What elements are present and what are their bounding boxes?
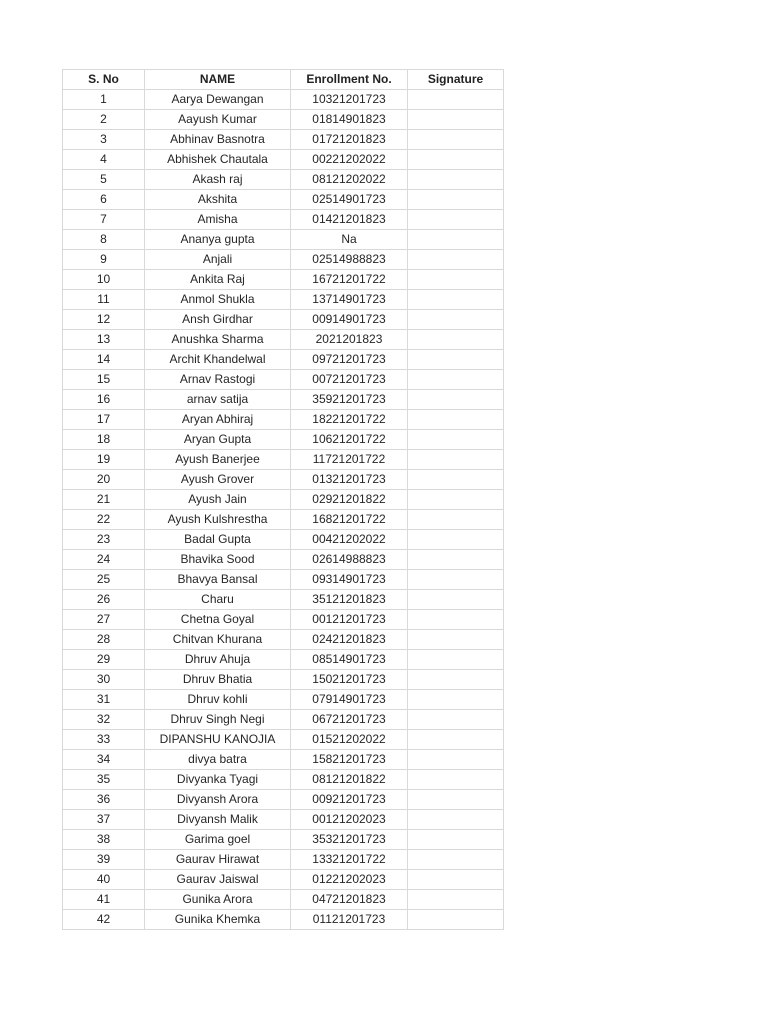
- cell-name: Aryan Gupta: [145, 430, 291, 450]
- cell-serial-number: 13: [63, 330, 145, 350]
- cell-signature: [408, 690, 504, 710]
- cell-enrollment-number: 2021201823: [291, 330, 408, 350]
- cell-name: Akash raj: [145, 170, 291, 190]
- table-row: [63, 410, 504, 430]
- cell-serial-number: 28: [63, 630, 145, 650]
- table-row: [63, 190, 504, 210]
- cell-serial-number: 23: [63, 530, 145, 550]
- cell-signature: [408, 370, 504, 390]
- cell-serial-number: 29: [63, 650, 145, 670]
- cell-name: Ayush Jain: [145, 490, 291, 510]
- cell-enrollment-number: 00921201723: [291, 790, 408, 810]
- cell-name: Gaurav Hirawat: [145, 850, 291, 870]
- cell-signature: [408, 870, 504, 890]
- cell-signature: [408, 630, 504, 650]
- cell-name: Gunika Khemka: [145, 910, 291, 930]
- cell-signature: [408, 450, 504, 470]
- cell-enrollment-number: 01721201823: [291, 130, 408, 150]
- cell-enrollment-number: 16821201722: [291, 510, 408, 530]
- cell-signature: [408, 730, 504, 750]
- cell-signature: [408, 650, 504, 670]
- cell-name: Dhruv Bhatia: [145, 670, 291, 690]
- cell-name: Charu: [145, 590, 291, 610]
- cell-enrollment-number: 04721201823: [291, 890, 408, 910]
- cell-serial-number: 35: [63, 770, 145, 790]
- table-row: [63, 330, 504, 350]
- cell-enrollment-number: 09314901723: [291, 570, 408, 590]
- table-row: [63, 690, 504, 710]
- table-row: [63, 750, 504, 770]
- table-row: [63, 350, 504, 370]
- table-row: [63, 370, 504, 390]
- cell-signature: [408, 830, 504, 850]
- cell-name: Garima goel: [145, 830, 291, 850]
- table-header: [63, 70, 504, 90]
- header-name: NAME: [145, 70, 291, 90]
- header-enrollment-number: Enrollment No.: [291, 70, 408, 90]
- cell-signature: [408, 670, 504, 690]
- cell-name: Dhruv Singh Negi: [145, 710, 291, 730]
- cell-enrollment-number: 09721201723: [291, 350, 408, 370]
- cell-name: Aayush Kumar: [145, 110, 291, 130]
- table-row: [63, 510, 504, 530]
- cell-enrollment-number: 01421201823: [291, 210, 408, 230]
- cell-enrollment-number: 10321201723: [291, 90, 408, 110]
- cell-serial-number: 2: [63, 110, 145, 130]
- table-row: [63, 590, 504, 610]
- cell-enrollment-number: 02421201823: [291, 630, 408, 650]
- table-body: [63, 90, 504, 930]
- cell-enrollment-number: 00721201723: [291, 370, 408, 390]
- cell-name: Anushka Sharma: [145, 330, 291, 350]
- cell-enrollment-number: 00421202022: [291, 530, 408, 550]
- cell-signature: [408, 230, 504, 250]
- cell-signature: [408, 410, 504, 430]
- cell-serial-number: 11: [63, 290, 145, 310]
- cell-enrollment-number: 13321201722: [291, 850, 408, 870]
- cell-enrollment-number: 02921201822: [291, 490, 408, 510]
- table-row: [63, 390, 504, 410]
- cell-signature: [408, 150, 504, 170]
- cell-signature: [408, 770, 504, 790]
- cell-serial-number: 37: [63, 810, 145, 830]
- table-row: [63, 490, 504, 510]
- table-row: [63, 550, 504, 570]
- cell-signature: [408, 430, 504, 450]
- cell-enrollment-number: 06721201723: [291, 710, 408, 730]
- cell-enrollment-number: 02514901723: [291, 190, 408, 210]
- cell-serial-number: 24: [63, 550, 145, 570]
- cell-name: Chitvan Khurana: [145, 630, 291, 650]
- cell-enrollment-number: 00121201723: [291, 610, 408, 630]
- cell-signature: [408, 310, 504, 330]
- cell-name: Ananya gupta: [145, 230, 291, 250]
- table-row: [63, 790, 504, 810]
- cell-serial-number: 8: [63, 230, 145, 250]
- cell-signature: [408, 610, 504, 630]
- cell-signature: [408, 130, 504, 150]
- cell-signature: [408, 530, 504, 550]
- header-row: [63, 70, 504, 90]
- table-row: [63, 530, 504, 550]
- cell-name: Ansh Girdhar: [145, 310, 291, 330]
- cell-serial-number: 40: [63, 870, 145, 890]
- cell-signature: [408, 330, 504, 350]
- cell-serial-number: 14: [63, 350, 145, 370]
- table-row: [63, 610, 504, 630]
- cell-signature: [408, 210, 504, 230]
- cell-serial-number: 38: [63, 830, 145, 850]
- cell-serial-number: 1: [63, 90, 145, 110]
- cell-signature: [408, 390, 504, 410]
- cell-serial-number: 30: [63, 670, 145, 690]
- cell-signature: [408, 490, 504, 510]
- table-row: [63, 470, 504, 490]
- cell-name: Amisha: [145, 210, 291, 230]
- cell-enrollment-number: 01221202023: [291, 870, 408, 890]
- cell-enrollment-number: 01121201723: [291, 910, 408, 930]
- cell-enrollment-number: 01321201723: [291, 470, 408, 490]
- cell-signature: [408, 470, 504, 490]
- cell-signature: [408, 270, 504, 290]
- cell-enrollment-number: 00121202023: [291, 810, 408, 830]
- cell-signature: [408, 290, 504, 310]
- cell-name: Aarya Dewangan: [145, 90, 291, 110]
- cell-enrollment-number: 35121201823: [291, 590, 408, 610]
- cell-enrollment-number: 02514988823: [291, 250, 408, 270]
- table-row: [63, 810, 504, 830]
- cell-signature: [408, 570, 504, 590]
- cell-signature: [408, 190, 504, 210]
- table-row: [63, 870, 504, 890]
- cell-name: Akshita: [145, 190, 291, 210]
- cell-name: Ankita Raj: [145, 270, 291, 290]
- table-row: [63, 250, 504, 270]
- table-row: [63, 670, 504, 690]
- cell-serial-number: 42: [63, 910, 145, 930]
- cell-enrollment-number: 00914901723: [291, 310, 408, 330]
- table-row: [63, 710, 504, 730]
- cell-name: Gaurav Jaiswal: [145, 870, 291, 890]
- table-row: [63, 290, 504, 310]
- cell-serial-number: 33: [63, 730, 145, 750]
- table-row: [63, 450, 504, 470]
- cell-enrollment-number: 00221202022: [291, 150, 408, 170]
- cell-signature: [408, 590, 504, 610]
- table-row: [63, 830, 504, 850]
- cell-enrollment-number: 10621201722: [291, 430, 408, 450]
- cell-name: Dhruv Ahuja: [145, 650, 291, 670]
- cell-name: arnav satija: [145, 390, 291, 410]
- table-row: [63, 910, 504, 930]
- cell-enrollment-number: Na: [291, 230, 408, 250]
- cell-name: Ayush Grover: [145, 470, 291, 490]
- cell-name: Bhavya Bansal: [145, 570, 291, 590]
- cell-name: Aryan Abhiraj: [145, 410, 291, 430]
- cell-signature: [408, 890, 504, 910]
- cell-name: Anmol Shukla: [145, 290, 291, 310]
- cell-name: Chetna Goyal: [145, 610, 291, 630]
- cell-name: Bhavika Sood: [145, 550, 291, 570]
- cell-enrollment-number: 07914901723: [291, 690, 408, 710]
- cell-serial-number: 4: [63, 150, 145, 170]
- cell-enrollment-number: 16721201722: [291, 270, 408, 290]
- table-row: [63, 150, 504, 170]
- cell-serial-number: 16: [63, 390, 145, 410]
- cell-signature: [408, 110, 504, 130]
- cell-signature: [408, 510, 504, 530]
- cell-serial-number: 25: [63, 570, 145, 590]
- header-signature: Signature: [408, 70, 504, 90]
- cell-serial-number: 32: [63, 710, 145, 730]
- cell-serial-number: 5: [63, 170, 145, 190]
- cell-enrollment-number: 01521202022: [291, 730, 408, 750]
- cell-signature: [408, 750, 504, 770]
- cell-signature: [408, 250, 504, 270]
- cell-serial-number: 20: [63, 470, 145, 490]
- cell-name: Ayush Kulshrestha: [145, 510, 291, 530]
- cell-name: Ayush Banerjee: [145, 450, 291, 470]
- table-row: [63, 650, 504, 670]
- cell-name: Dhruv kohli: [145, 690, 291, 710]
- cell-name: Gunika Arora: [145, 890, 291, 910]
- cell-signature: [408, 710, 504, 730]
- table-row: [63, 850, 504, 870]
- cell-enrollment-number: 13714901723: [291, 290, 408, 310]
- cell-serial-number: 6: [63, 190, 145, 210]
- cell-signature: [408, 170, 504, 190]
- cell-serial-number: 10: [63, 270, 145, 290]
- table-row: [63, 310, 504, 330]
- cell-enrollment-number: 35321201723: [291, 830, 408, 850]
- cell-enrollment-number: 35921201723: [291, 390, 408, 410]
- table-row: [63, 110, 504, 130]
- cell-serial-number: 31: [63, 690, 145, 710]
- cell-enrollment-number: 08121201822: [291, 770, 408, 790]
- cell-serial-number: 15: [63, 370, 145, 390]
- cell-serial-number: 12: [63, 310, 145, 330]
- cell-serial-number: 18: [63, 430, 145, 450]
- table-row: [63, 890, 504, 910]
- header-serial-number: S. No: [63, 70, 145, 90]
- cell-enrollment-number: 15821201723: [291, 750, 408, 770]
- cell-name: Abhinav Basnotra: [145, 130, 291, 150]
- cell-serial-number: 9: [63, 250, 145, 270]
- cell-signature: [408, 90, 504, 110]
- cell-enrollment-number: 08121202022: [291, 170, 408, 190]
- cell-name: Divyansh Arora: [145, 790, 291, 810]
- table-row: [63, 230, 504, 250]
- table-row: [63, 570, 504, 590]
- table-row: [63, 270, 504, 290]
- cell-serial-number: 22: [63, 510, 145, 530]
- cell-signature: [408, 910, 504, 930]
- table-row: [63, 170, 504, 190]
- cell-enrollment-number: 18221201722: [291, 410, 408, 430]
- attendance-sheet: [62, 69, 504, 930]
- cell-enrollment-number: 11721201722: [291, 450, 408, 470]
- cell-enrollment-number: 01814901823: [291, 110, 408, 130]
- cell-name: Badal Gupta: [145, 530, 291, 550]
- cell-serial-number: 27: [63, 610, 145, 630]
- cell-signature: [408, 850, 504, 870]
- cell-serial-number: 41: [63, 890, 145, 910]
- cell-serial-number: 34: [63, 750, 145, 770]
- cell-serial-number: 7: [63, 210, 145, 230]
- cell-enrollment-number: 15021201723: [291, 670, 408, 690]
- table-row: [63, 130, 504, 150]
- cell-signature: [408, 350, 504, 370]
- cell-name: Abhishek Chautala: [145, 150, 291, 170]
- cell-name: Divyanka Tyagi: [145, 770, 291, 790]
- cell-signature: [408, 790, 504, 810]
- cell-enrollment-number: 08514901723: [291, 650, 408, 670]
- cell-serial-number: 3: [63, 130, 145, 150]
- cell-name: Archit Khandelwal: [145, 350, 291, 370]
- table-row: [63, 90, 504, 110]
- cell-name: DIPANSHU KANOJIA: [145, 730, 291, 750]
- table-row: [63, 770, 504, 790]
- table-row: [63, 430, 504, 450]
- cell-serial-number: 21: [63, 490, 145, 510]
- cell-serial-number: 36: [63, 790, 145, 810]
- cell-signature: [408, 550, 504, 570]
- cell-name: Anjali: [145, 250, 291, 270]
- table-row: [63, 210, 504, 230]
- cell-name: Divyansh Malik: [145, 810, 291, 830]
- cell-signature: [408, 810, 504, 830]
- cell-serial-number: 19: [63, 450, 145, 470]
- cell-name: divya batra: [145, 750, 291, 770]
- table-row: [63, 630, 504, 650]
- cell-name: Arnav Rastogi: [145, 370, 291, 390]
- cell-serial-number: 26: [63, 590, 145, 610]
- cell-serial-number: 17: [63, 410, 145, 430]
- cell-serial-number: 39: [63, 850, 145, 870]
- student-roster-table: [62, 69, 504, 930]
- table-row: [63, 730, 504, 750]
- cell-enrollment-number: 02614988823: [291, 550, 408, 570]
